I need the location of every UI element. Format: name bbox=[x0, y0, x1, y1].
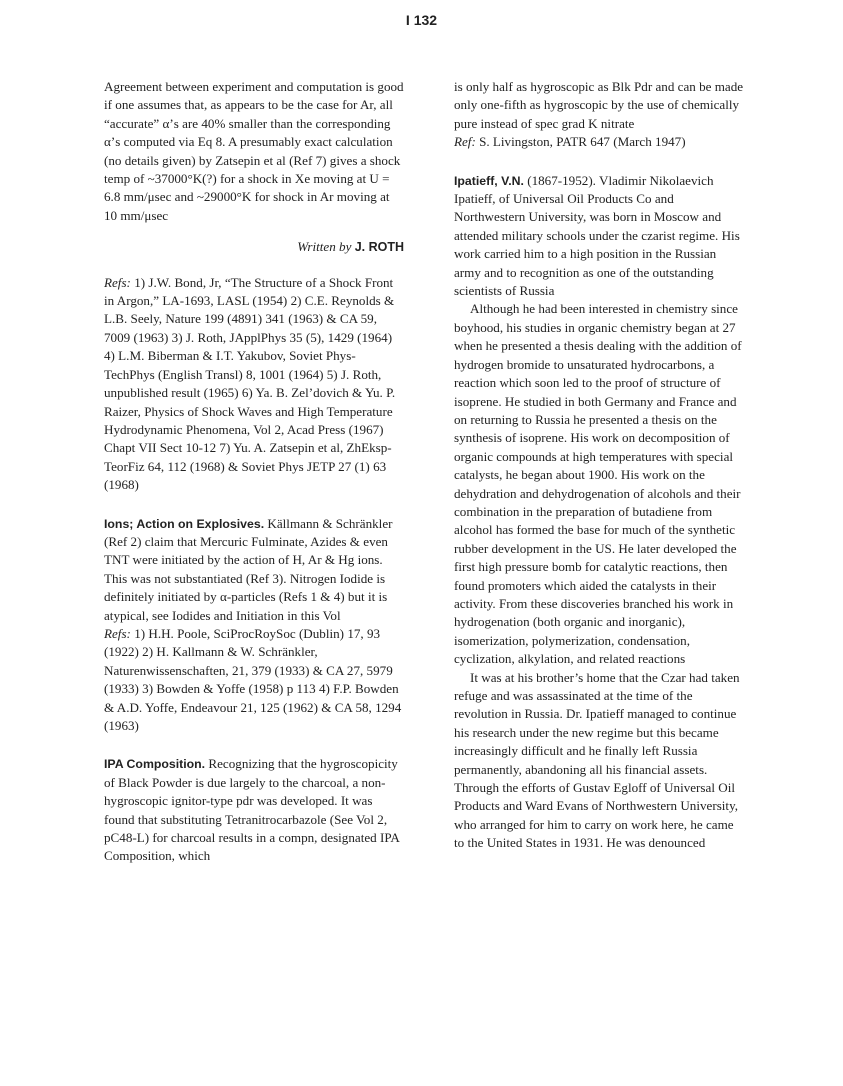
shock-temperature-paragraph: Agreement between experiment and computation is good if one assumes that, as appears to be the case for Ar, all “accurate” α’s are 40% smaller than the corresponding α’s computed via Eq 8. A presumably exact calculation (no details given) by Zatsepin et al (Ref 7) gives a shock temp of ~37000°K(?) for a shock in Xe moving at U = 6.8 mm/μsec and ~29000°K for shock in Ar moving at 10 mm/μsec bbox=[104, 79, 404, 223]
ions-references-text: 1) H.H. Poole, SciProcRoySoc (Dublin) 17, 93 (1922) 2) H. Kallmann & W. Schränkler, Naturenwissenschaften, 21, 379 (1933) & CA 27, 5979 (1933) 3) Bowden & Yoffe (1958) p 113 4) F.P. Bowden & A.D. Yoffe, Endeavour 21, 125 (1962) & CA 58, 1294 (1963) bbox=[104, 625, 402, 733]
left-column bbox=[104, 78, 404, 866]
ions-refs-label: Refs: bbox=[104, 625, 131, 641]
ipa-reference-text: S. Livingston, PATR 647 (March 1947) bbox=[479, 134, 686, 150]
ipa-entry bbox=[104, 755, 404, 865]
ipatieff-heading: Ipatieff, V.N. bbox=[454, 173, 524, 188]
shock-references-text: 1) J.W. Bond, Jr, “The Structure of a Shock Front in Argon,” LA-1693, LASL (1954) 2) C.E. Reynolds & L.B. Seely, Nature 199 (4891) 341 (1963) & CA 59, 7009 (1963) 3) J. Roth, JApplPhys 35 (5), 1429 (1964) 4) L.M. Biberman & I.T. Yakubov, Soviet Phys-TechPhys (English Transl) 8, 1001 (1964) 5) J. Roth, unpublished result (1965) 6) Ya. B. Zel’dovich & Yu. P. Raizer, Physics of Shock Waves and High Temperature Hydrodynamic Phenomena, Vol 2, Acad Press (1967) Chapt VII Sect 10-12 7) Yu. A. Zatsepin et al, ZhEksp-TeorFiz 64, 112 (1968) & Soviet Phys JETP 27 (1) 63 (1968) bbox=[104, 274, 396, 493]
page-number: I 132 bbox=[405, 12, 438, 28]
byline bbox=[104, 238, 404, 256]
written-by-label: Written by bbox=[297, 239, 352, 255]
ref-label: Ref: bbox=[454, 134, 476, 150]
ipa-heading: IPA Composition. bbox=[104, 757, 206, 772]
ipa-reference bbox=[454, 133, 746, 151]
ions-references bbox=[104, 625, 404, 735]
ipatieff-entry bbox=[454, 172, 746, 301]
ipatieff-intro: (1867-1952). Vladimir Nikolaevich Ipatieff, of Universal Oil Products Co and Northwestern University, was born in Moscow and attended military schools under the czarist regime. His work carried him to a high position in the Russian army and to recognition as one of the outstanding scientists of Russia bbox=[454, 172, 740, 299]
ions-entry bbox=[104, 515, 404, 625]
shock-references bbox=[104, 274, 404, 495]
ipatieff-paragraph-2: Although he had been interested in chemistry since boyhood, his studies in organic chemistry began at 27 when he presented a thesis dealing with the addition of hydrogen bromide to unsaturated hydrocarbons, a reaction which soon led to the proof of structure of isoprene. He studied in both Germany and France and on returning to Russia he presented a thesis on the synthesis of isoprene. His work on decomposition of organic compounds at high temperatures with special catalysts, he began about 1900. His work on the dehydration and dehydrogenation of alcohols and their combination in the preparation of butadiene from alcohol has formed the base for much of the synthetic rubber development in the US. He later developed the first high pressure bomb for catalytic reactions, then found promoters which aided the catalysts in their activity. From these discoveries branched his work in hydrogenation (both organic and inorganic), isomerization, polymerization, condensation, cyclization, alkylation, and related reactions bbox=[454, 301, 742, 667]
author-name: J. ROTH bbox=[354, 240, 404, 255]
ions-text: Källmann & Schränkler (Ref 2) claim that Mercuric Fulminate, Azides & even TNT were initiated by the action of H, Ar & Hg ions. This was not substantiated (Ref 3). Nitrogen Iodide is definitely initiated by α-particles (Refs 1 & 4) but it is atypical, see Iodides and Initiation in this Vol bbox=[104, 515, 393, 623]
refs-label: Refs: bbox=[104, 274, 131, 290]
right-column bbox=[454, 78, 746, 853]
ipa-continued: is only half as hygroscopic as Blk Pdr and can be made only one-fifth as hygroscopic by the use of chemically pure instead of spec grad K nitrate bbox=[454, 79, 744, 131]
ipatieff-paragraph-3: It was at his brother’s home that the Czar had taken refuge and was assassinated at the time of the revolution in Russia. Dr. Ipatieff managed to continue his research under the new regime but this became increasingly difficult and he finally left Russia permanently, abandoning all his financial assets. Through the efforts of Gustav Egloff of Universal Oil Products and Ward Evans of Northwestern University, who arranged for him to carry on work here, he came to the United States in 1931. He was denounced bbox=[454, 669, 740, 851]
ipa-text: Recognizing that the hygroscopicity of Black Powder is due largely to the charcoal, a non-hygroscopic ignitor-type pdr was developed. It was found that substituting Tetranitrocarbazole (See Vol 2, pC48-L) for charcoal results in a compn, designated IPA Composition, which bbox=[104, 756, 400, 864]
ions-heading: Ions; Action on Explosives. bbox=[104, 516, 265, 531]
